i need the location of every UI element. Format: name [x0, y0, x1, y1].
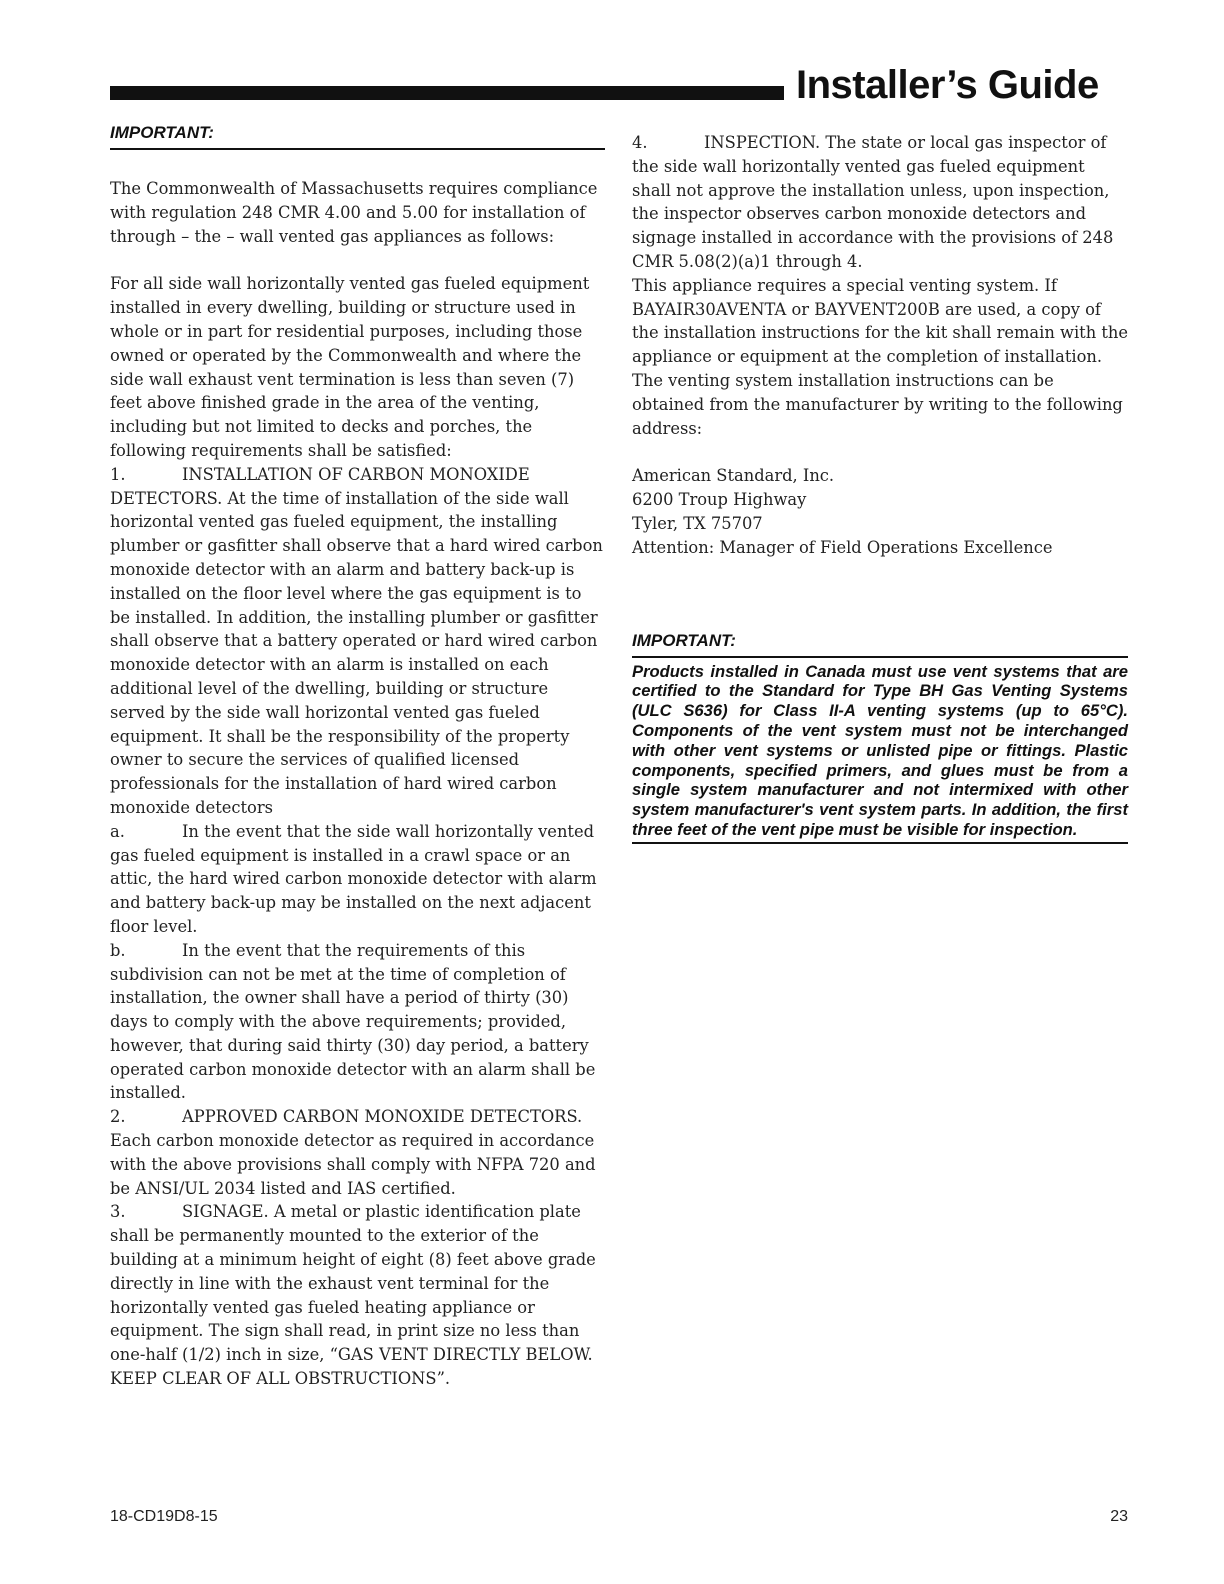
list-text: SIGNAGE. A metal or plastic identification plate shall be permanently mounted to the exterior of the building at a minimum height of eight (8) feet above grade directly in line with the exhaust vent terminal for the horizontally vented gas fueled heating appliance or equipment. The sign shall read, in print size no less than one-half (1/2) inch in size, “GAS VENT DIRECTLY BELOW. KEEP CLEAR OF ALL OBSTRUCTIONS”.: [110, 1202, 596, 1389]
list-number: 2.: [110, 1107, 126, 1127]
list-text: INSPECTION. The state or local gas inspector of the side wall horizontally vented gas fueled equipment shall not approve the installation unless, upon inspection, the inspector observes carbon monoxide detectors and signage installed in accordance with the provisions of 248 CMR 5.08(2)(a)1 through 4.: [632, 133, 1114, 271]
address-line: 6200 Troup Highway: [632, 490, 807, 510]
important-heading-left: IMPORTANT:: [110, 122, 605, 150]
list-number: 1.: [110, 464, 126, 484]
important-heading-right: IMPORTANT:: [632, 630, 1128, 658]
address-block: [632, 464, 1128, 559]
intro-paragraph: The Commonwealth of Massachusetts requires compliance with regulation 248 CMR 4.00 and 5.00 for installation of through – the – wall vented gas appliances as follows:: [110, 179, 598, 246]
venting-paragraph: This appliance requires a special venting system. If BAYAIR30AVENTA or BAYVENT200B are used, a copy of the installation instructions for the kit shall remain with the appliance or equipment at the completion of installation. The venting system installation instructions can be obtained from the manufacturer by writing to the following address:: [632, 275, 1129, 438]
list-item-b: [110, 939, 605, 1106]
list-item-3: [110, 1200, 605, 1390]
header-rule: [110, 86, 784, 100]
list-number: a.: [110, 821, 125, 841]
list-item-2: [110, 1105, 605, 1200]
list-text: In the event that the requirements of this subdivision can not be met at the time of completion of installation, the owner shall have a period of thirty (30) days to comply with the above requirements; provided, however, that during said thirty (30) day period, a battery operated carbon monoxide detector with an alarm shall be installed.: [110, 940, 596, 1103]
right-column: [632, 131, 1128, 844]
address-line: American Standard, Inc.: [632, 466, 835, 486]
address-line: Tyler, TX 75707: [632, 513, 763, 533]
list-item-a: [110, 820, 605, 939]
list-text: In the event that the side wall horizontally vented gas fueled equipment is installed in a crawl space or an attic, the hard wired carbon monoxide detector with alarm and battery back-up may be installed on the next adjacent floor level.: [110, 821, 597, 936]
list-number: 4.: [632, 133, 648, 152]
left-column: [110, 122, 605, 1391]
important-notice: Products installed in Canada must use vent systems that are certified to the Standard for Type BH Gas Venting Systems (ULC S636) for Class II-A venting systems (up to 65°C). Components of the vent system must not be interchanged with other vent systems or unlisted pipe or fittings. Plastic components, specified primers, and glues must be from a single system manufacturer and not intermixed with other system manufacturer's vent system parts. In addition, the first three feet of the vent pipe must be visible for inspection.: [632, 658, 1128, 844]
requirements-paragraph: For all side wall horizontally vented gas fueled equipment installed in every dwelling, building or structure used in whole or in part for residential purposes, including those owned or operated by the Commonwealth and where the side wall exhaust vent termination is less than seven (7) feet above finished grade in the area of the venting, including but not limited to decks and porches, the following requirements shall be satisfied:: [110, 274, 590, 460]
page-number: 23: [1110, 1508, 1128, 1525]
page-title: Installer’s Guide: [796, 63, 1099, 107]
list-text: APPROVED CARBON MONOXIDE DETECTORS. Each carbon monoxide detector as required in accordance with the above provisions shall comply with NFPA 720 and be ANSI/UL 2034 listed and IAS certified.: [110, 1107, 596, 1198]
list-number: b.: [110, 940, 126, 960]
list-item-1: [110, 463, 605, 820]
document-number: 18-CD19D8-15: [110, 1508, 218, 1525]
list-number: 3.: [110, 1202, 126, 1222]
list-text: INSTALLATION OF CARBON MONOXIDE DETECTORS. At the time of installation of the side wall horizontal vented gas fueled equipment, the installing plumber or gasfitter shall observe that a hard wired carbon monoxide detector with an alarm and battery back-up is installed on the floor level where the gas equipment is to be installed. In addition, the installing plumber or gasfitter shall observe that a battery operated or hard wired carbon monoxide detector with an alarm is installed on each additional level of the dwelling, building or structure served by the side wall horizontal vented gas fueled equipment. It shall be the responsibility of the property owner to secure the services of qualified licensed professionals for the installation of hard wired carbon monoxide detectors: [110, 464, 603, 817]
address-line: Attention: Manager of Field Operations Excellence: [632, 537, 1053, 557]
list-item-4: [632, 131, 1128, 274]
